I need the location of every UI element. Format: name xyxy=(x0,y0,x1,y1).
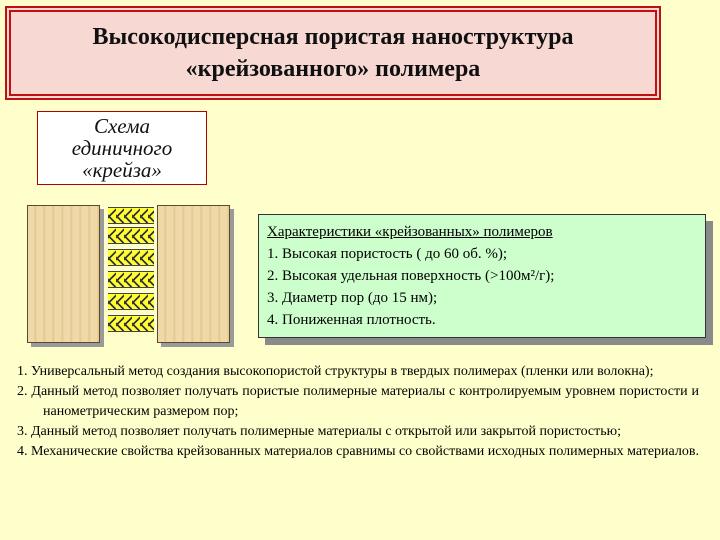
craze-fibril xyxy=(108,315,154,332)
note-item: 1. Универсальный метод создания высокопористой структуры в твердых полимерах (пленки или волокна); xyxy=(17,364,654,379)
craze-fibril xyxy=(108,293,154,310)
title-line-1: Высокодисперсная пористая наноструктура xyxy=(92,24,574,50)
notes-list xyxy=(17,362,699,462)
characteristics-box xyxy=(258,214,706,338)
note-item: 4. Механические свойства крейзованных материалов сравнимы со свойствами исходных полимерных материалов. xyxy=(17,444,699,459)
note-item: 3. Данный метод позволяет получать полимерные материалы с открытой или закрытой пористостью; xyxy=(17,424,621,439)
schema-label-line-3: «крейза» xyxy=(82,158,162,182)
characteristics-heading: Характеристики «крейзованных» полимеров xyxy=(267,224,553,240)
craze-fibril xyxy=(108,271,154,288)
title-box xyxy=(9,10,657,96)
craze-fibril xyxy=(108,227,154,244)
schema-label-line-2: единичного xyxy=(71,136,173,160)
craze-fibril xyxy=(108,249,154,266)
characteristic-item: 2. Высокая удельная поверхность (>100м²/г); xyxy=(267,268,555,284)
characteristic-item: 3. Диаметр пор (до 15 нм); xyxy=(267,290,438,306)
polymer-slab-right xyxy=(157,205,230,343)
schema-label-box xyxy=(37,111,207,185)
title-line-2: «крейзованного» полимера xyxy=(185,56,481,82)
craze-fibril xyxy=(108,207,154,224)
characteristic-item: 4. Пониженная плотность. xyxy=(267,312,436,328)
schema-label-line-1: Схема xyxy=(93,114,151,138)
polymer-slab-left xyxy=(27,205,100,343)
characteristic-item: 1. Высокая пористость ( до 60 об. %); xyxy=(267,246,508,262)
note-item: 2. Данный метод позволяет получать пористые полимерные материалы с контролируемым уровнем пористости и нанометрическим размером пор; xyxy=(17,384,699,419)
